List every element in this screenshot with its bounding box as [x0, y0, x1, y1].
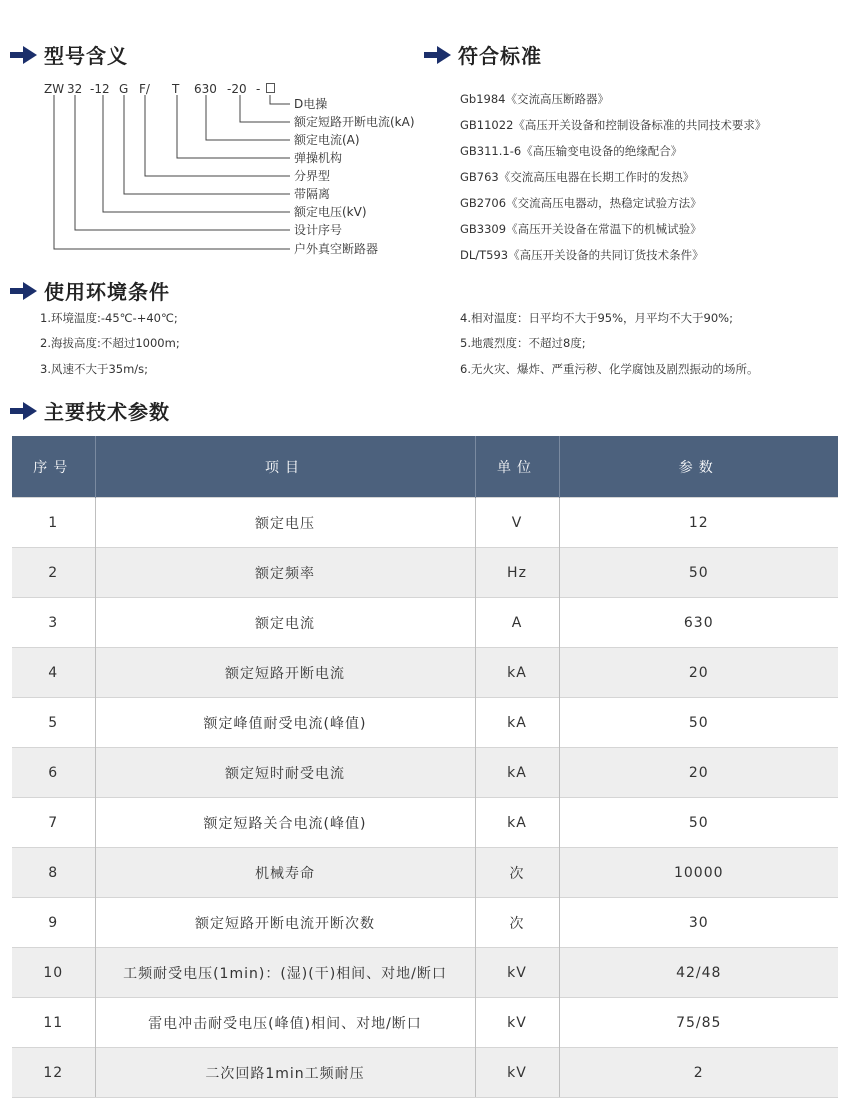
cell-item: 雷电冲击耐受电压(峰值)相间、对地/断口: [95, 998, 475, 1048]
header-value: 参数: [559, 436, 838, 498]
cell-value: 50: [559, 698, 838, 748]
cell-item: 额定短路开断电流: [95, 648, 475, 698]
diag-label-boundary: 分界型: [294, 169, 331, 183]
diag-label-isolation: 带隔离: [294, 187, 331, 201]
table-row: [12, 598, 838, 648]
cell-unit: kA: [475, 798, 559, 848]
cell-unit: kA: [475, 748, 559, 798]
standard-item: Gb1984《交流高压断路器》: [460, 92, 609, 106]
standard-item: DL/T593《高压开关设备的共同订货技术条件》: [460, 248, 704, 262]
cell-item: 额定峰值耐受电流(峰值): [95, 698, 475, 748]
code-part-design: 32: [67, 82, 83, 96]
section-environment-header: [10, 276, 170, 305]
cell-value: 42/48: [559, 948, 838, 998]
table-row: [12, 998, 838, 1048]
cell-index: 4: [12, 648, 95, 698]
environment-item: 3.风速不大于35m/s;: [40, 362, 149, 376]
cell-item: 额定短路开断电流开断次数: [95, 898, 475, 948]
model-code-diagram: [0, 0, 420, 270]
standard-item: GB11022《高压开关设备和控制设备标准的共同技术要求》: [460, 118, 767, 132]
cell-value: 20: [559, 648, 838, 698]
standard-item: GB2706《交流高压电器动，热稳定试验方法》: [460, 196, 702, 210]
cell-unit: Hz: [475, 548, 559, 598]
cell-index: 6: [12, 748, 95, 798]
section-standards-title: 符合标准: [458, 44, 542, 68]
cell-index: 1: [12, 498, 95, 548]
cell-index: 7: [12, 798, 95, 848]
cell-unit: A: [475, 598, 559, 648]
cell-index: 11: [12, 998, 95, 1048]
standard-item: GB311.1-6《高压输变电设备的绝缘配合》: [460, 144, 683, 158]
environment-item: 6.无火灾、爆炸、严重污秽、化学腐蚀及剧烈振动的场所。: [460, 362, 759, 376]
cell-item: 额定电压: [95, 498, 475, 548]
code-part-isolation: G: [119, 82, 129, 96]
cell-item: 额定短路关合电流(峰值): [95, 798, 475, 848]
section-environment-title: 使用环境条件: [44, 280, 170, 304]
cell-index: 10: [12, 948, 95, 998]
section-standards-header: [424, 40, 542, 69]
parameters-table: [12, 436, 838, 1098]
diag-label-outdoor: 户外真空断路器: [294, 242, 379, 256]
diag-label-voltage: 额定电压(kV): [294, 205, 367, 219]
cell-unit: kV: [475, 998, 559, 1048]
standard-item: GB763《交流高压电器在长期工作时的发热》: [460, 170, 695, 184]
cell-item: 额定频率: [95, 548, 475, 598]
cell-unit: 次: [475, 848, 559, 898]
header-unit: 单位: [475, 436, 559, 498]
cell-unit: kV: [475, 948, 559, 998]
environment-item: 5.地震烈度：不超过8度;: [460, 336, 586, 350]
code-part-voltage: -12: [90, 82, 110, 96]
cell-unit: kA: [475, 648, 559, 698]
cell-index: 9: [12, 898, 95, 948]
section-params-header: [10, 396, 170, 425]
table-row: [12, 698, 838, 748]
cell-value: 10000: [559, 848, 838, 898]
code-part-boundary: F/: [139, 82, 150, 96]
header-index: 序号: [12, 436, 95, 498]
cell-value: 630: [559, 598, 838, 648]
cell-value: 2: [559, 1048, 838, 1098]
cell-unit: kV: [475, 1048, 559, 1098]
environment-item: 1.环境温度:-45℃-+40℃;: [40, 311, 178, 325]
environment-item: 4.相对温度：日平均不大于95%，月平均不大于90%;: [460, 311, 733, 325]
arrow-right-icon: [424, 46, 452, 64]
cell-item: 额定短时耐受电流: [95, 748, 475, 798]
cell-index: 3: [12, 598, 95, 648]
table-row: [12, 548, 838, 598]
table-row: [12, 1048, 838, 1098]
arrow-right-icon: [10, 282, 38, 300]
cell-index: 5: [12, 698, 95, 748]
code-part-current: 630: [194, 82, 217, 96]
cell-value: 50: [559, 548, 838, 598]
cell-value: 30: [559, 898, 838, 948]
arrow-right-icon: [10, 402, 38, 420]
diag-label-design: 设计序号: [294, 223, 343, 237]
diag-label-current: 额定电流(A): [294, 133, 360, 147]
section-params-title: 主要技术参数: [44, 400, 170, 424]
code-part-series: ZW: [44, 82, 65, 96]
cell-value: 12: [559, 498, 838, 548]
cell-index: 2: [12, 548, 95, 598]
cell-item: 额定电流: [95, 598, 475, 648]
cell-index: 8: [12, 848, 95, 898]
code-placeholder-box: [266, 83, 275, 93]
code-part-mechanism: T: [172, 82, 180, 96]
environment-item: 2.海拔高度:不超过1000m;: [40, 336, 180, 350]
cell-value: 75/85: [559, 998, 838, 1048]
diag-label-breaking: 额定短路开断电流(kA): [294, 115, 415, 129]
table-row: [12, 648, 838, 698]
table-row: [12, 898, 838, 948]
code-part-dash: -: [256, 82, 261, 96]
cell-value: 50: [559, 798, 838, 848]
diag-label-electric: D电操: [294, 97, 328, 111]
cell-item: 二次回路1min工频耐压: [95, 1048, 475, 1098]
cell-item: 机械寿命: [95, 848, 475, 898]
table-row: [12, 498, 838, 548]
cell-item: 工频耐受电压(1min)：(湿)(干)相间、对地/断口: [95, 948, 475, 998]
cell-unit: V: [475, 498, 559, 548]
header-item: 项目: [95, 436, 475, 498]
table-header-row: [12, 436, 838, 498]
section-model-title: 型号含义: [44, 44, 128, 68]
table-row: [12, 798, 838, 848]
table-row: [12, 948, 838, 998]
standard-item: GB3309《高压开关设备在常温下的机械试验》: [460, 222, 702, 236]
diag-label-spring: 弹操机构: [294, 151, 343, 165]
code-part-breaking: -20: [227, 82, 247, 96]
table-row: [12, 848, 838, 898]
cell-index: 12: [12, 1048, 95, 1098]
cell-unit: 次: [475, 898, 559, 948]
cell-value: 20: [559, 748, 838, 798]
cell-unit: kA: [475, 698, 559, 748]
table-row: [12, 748, 838, 798]
